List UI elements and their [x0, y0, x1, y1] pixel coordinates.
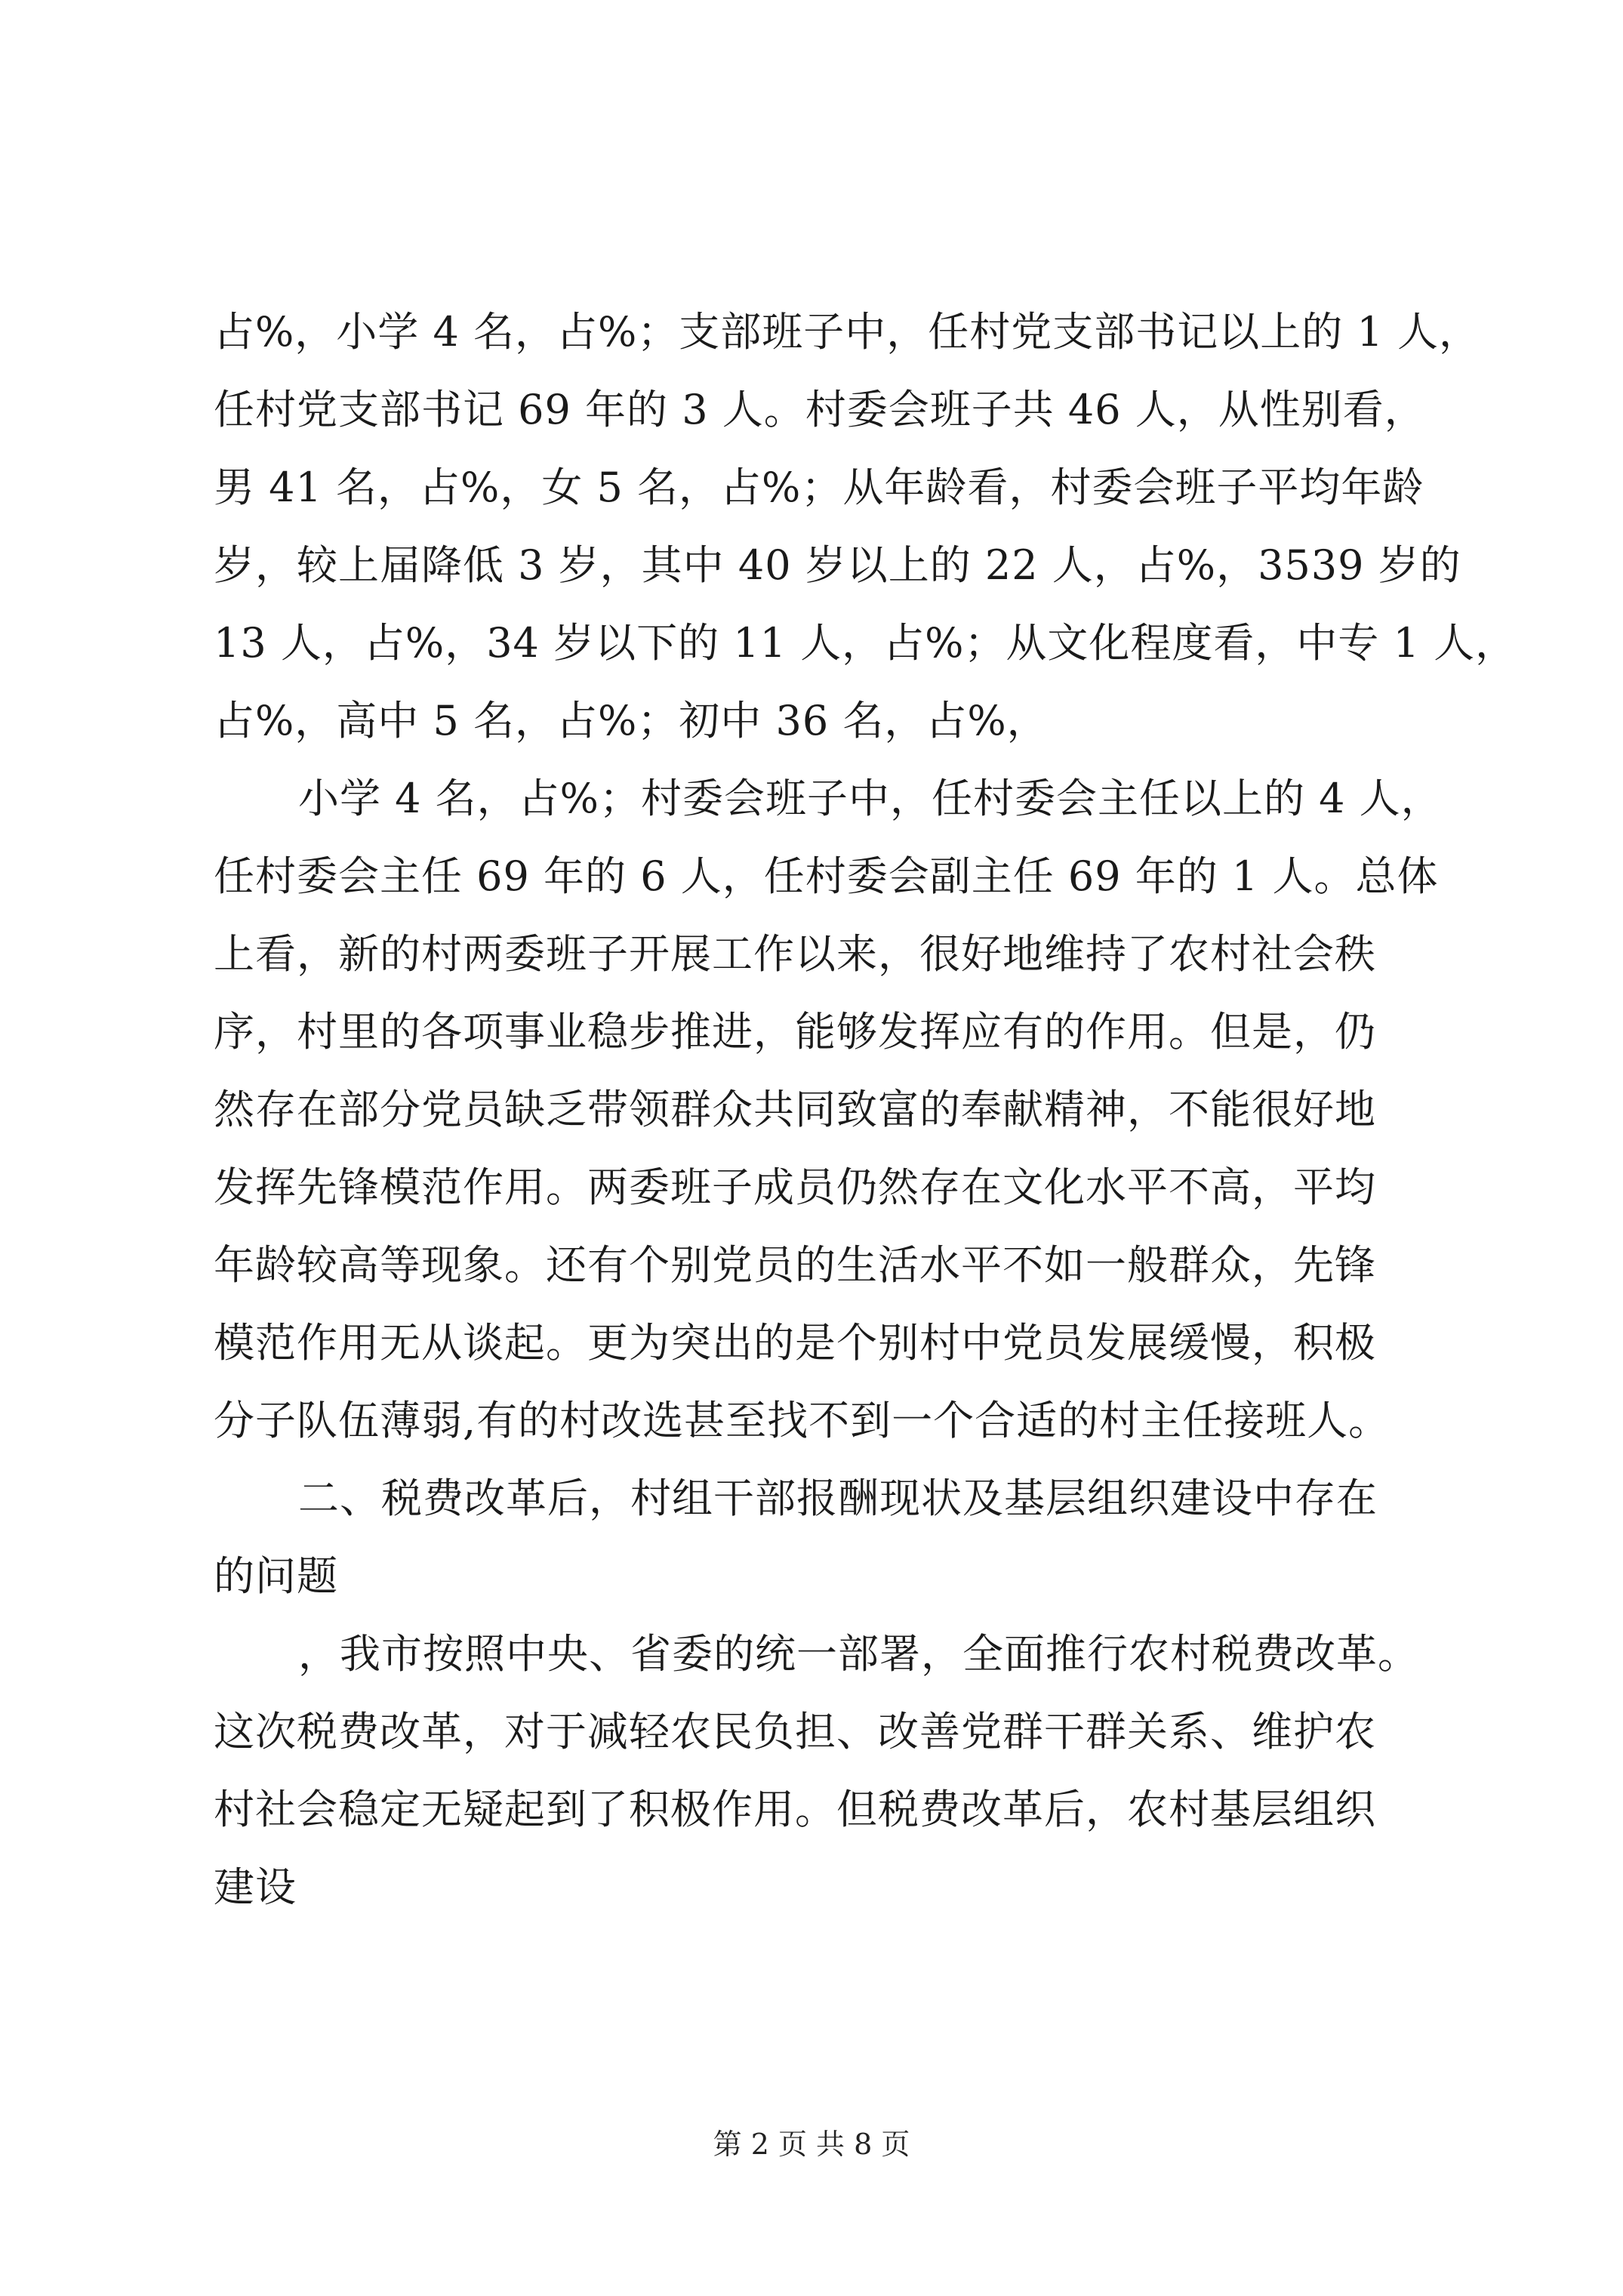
text-line: 13 人，占%，34 岁以下的 11 人，占%；从文化程度看，中专 1 人， — [214, 619, 1517, 667]
text-line: 模范作用无从谈起。更为突出的是个别村中党员发展缓慢，积极 — [214, 1319, 1376, 1367]
text-line: 年龄较高等现象。还有个别党员的生活水平不如一般群众，先锋 — [214, 1241, 1376, 1289]
text-line: 男 41 名，占%，女 5 名，占%；从年龄看，村委会班子平均年龄 — [214, 464, 1424, 511]
text-line: 然存在部分党员缺乏带领群众共同致富的奉献精神，不能很好地 — [214, 1086, 1376, 1133]
paragraph-first-line: ，我市按照中央、省委的统一部署，全面推行农村税费改革。 — [298, 1630, 1419, 1678]
text-line: 分子队伍薄弱,有的村改选甚至找不到一个合适的村主任接班人。 — [214, 1397, 1390, 1444]
text-line: 这次税费改革，对于减轻农民负担、改善党群干群关系、维护农 — [214, 1708, 1376, 1755]
text-line: 岁，较上届降低 3 岁，其中 40 岁以上的 22 人，占%，3539 岁的 — [214, 541, 1461, 589]
paragraph-first-line: 小学 4 名，占%；村委会班子中，任村委会主任以上的 4 人， — [298, 775, 1443, 822]
text-line: 村社会稳定无疑起到了积极作用。但税费改革后，农村基层组织 — [214, 1786, 1376, 1833]
body-text — [214, 293, 1517, 1926]
text-line: 序，村里的各项事业稳步推进，能够发挥应有的作用。但是，仍 — [214, 1008, 1376, 1056]
page-number-footer: 第 2 页 共 8 页 — [713, 2128, 910, 2161]
text-line: 建设 — [214, 1863, 297, 1911]
section-heading-continued: 的问题 — [214, 1552, 338, 1600]
text-line: 占%，高中 5 名，占%；初中 36 名，占%， — [214, 697, 1049, 744]
text-line: 上看，新的村两委班子开展工作以来，很好地维持了农村社会秩 — [214, 930, 1376, 978]
text-line: 发挥先锋模范作用。两委班子成员仍然存在文化水平不高，平均 — [214, 1163, 1376, 1211]
text-line: 任村委会主任 69 年的 6 人，任村委会副主任 69 年的 1 人。总体 — [214, 852, 1439, 900]
section-heading: 二、税费改革后，村组干部报酬现状及基层组织建设中存在 — [298, 1475, 1378, 1522]
text-line: 任村党支部书记 69 年的 3 人。村委会班子共 46 人，从性别看， — [214, 386, 1426, 433]
text-line: 占%，小学 4 名，占%；支部班子中，任村党支部书记以上的 1 人， — [214, 308, 1480, 356]
